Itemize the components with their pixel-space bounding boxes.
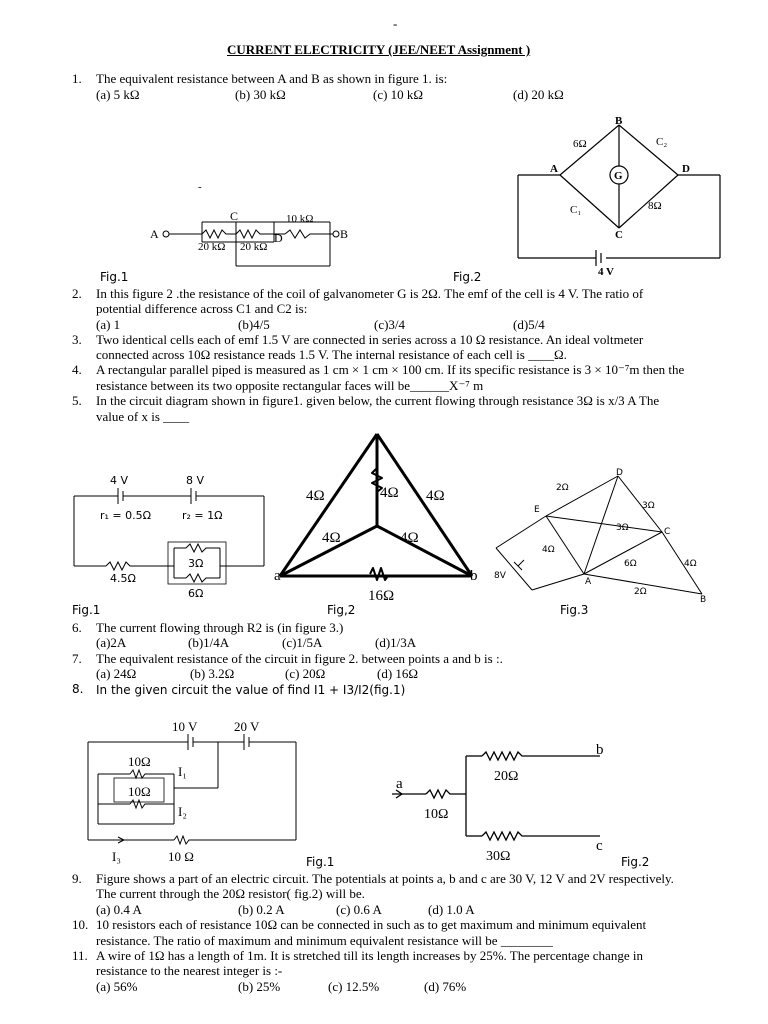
figure-resistor-network [140, 180, 350, 270]
node-label: D [682, 163, 690, 175]
node-label: C [664, 527, 671, 537]
question-number: 9. [72, 871, 82, 886]
question-number: 2. [72, 286, 82, 301]
option: (c) 0.6 A [336, 902, 382, 917]
question-text: A rectangular parallel piped is measured as 1 cm × 1 cm × 100 cm. If its specific resistance is 3 × 10⁻⁷m then the [96, 362, 685, 377]
top-mark: - [393, 16, 398, 31]
resistor-label: 10Ω [128, 784, 151, 799]
cell-label: 4 V [110, 474, 129, 487]
question-number: 3. [72, 332, 82, 347]
option: (c) 10 kΩ [373, 87, 424, 102]
question-text: In the circuit diagram shown in figure1. given below, the current flowing through resistance 3Ω is x/3 A The [96, 393, 660, 408]
option: (c)3/4 [374, 317, 406, 332]
resistor-label: 3Ω [642, 501, 655, 511]
question-text: The equivalent resistance between A and B as shown in figure 1. is: [96, 71, 448, 86]
resistor-label: 4Ω [380, 485, 399, 501]
option: (d) 20 kΩ [513, 87, 564, 102]
cell-label: 8 V [186, 474, 205, 487]
figure-caption: Fig.2 [621, 855, 650, 869]
resistor-label: 6Ω [188, 587, 204, 600]
question-text: Two identical cells each of emf 1.5 V are connected in series across a 10 Ω resistance. An ideal voltmeter [96, 332, 644, 347]
question-text: The current through the 20Ω resistor( fig.2) will be. [96, 886, 365, 901]
internal-resistance-label: r₁ = 0.5Ω [100, 509, 152, 522]
node-label: B [700, 595, 707, 605]
resistor-label: 4Ω [542, 545, 555, 555]
figure-two-cells-circuit [70, 474, 270, 600]
node-label: E [534, 505, 540, 515]
resistor-label: 20Ω [494, 769, 519, 784]
capacitor-label: C₂ [656, 136, 668, 148]
resistor-label: 20 kΩ [240, 241, 268, 253]
resistor-label: 2Ω [634, 587, 647, 597]
resistor-label: 2Ω [556, 483, 569, 493]
figure-mesh-network [488, 466, 718, 606]
resistor-label: 4Ω [426, 488, 445, 504]
node-label: D [274, 231, 283, 245]
resistor-label: 4.5Ω [110, 572, 136, 585]
node-label: D [616, 468, 623, 478]
cell-label: 20 V [234, 719, 260, 734]
question-text: The current flowing through R2 is (in figure 3.) [96, 620, 344, 635]
node-label: a [396, 776, 403, 792]
question-number: 1. [72, 71, 82, 86]
galvanometer-label: G [614, 170, 623, 182]
figure-caption: Fig,2 [327, 603, 356, 617]
figure-junction-circuit [390, 738, 620, 864]
option: (c)1/5A [282, 635, 323, 650]
page-title: CURRENT ELECTRICITY (JEE/NEET Assignment ) [227, 42, 531, 57]
capacitor-label: C₁ [570, 204, 582, 216]
fig-dash: - [198, 181, 202, 193]
internal-resistance-label: r₂ = 1Ω [182, 509, 223, 522]
node-label: B [340, 227, 349, 241]
option: (b)4/5 [238, 317, 270, 332]
option: (d) 1.0 A [428, 902, 475, 917]
question-text: resistance to the nearest integer is :- [96, 963, 283, 978]
cell-label: 10 V [172, 719, 198, 734]
option: (c) 12.5% [328, 979, 380, 994]
resistor-label: 20 kΩ [198, 241, 226, 253]
node-label: c [596, 838, 603, 854]
question-number: 4. [72, 362, 82, 377]
resistor-label: 10 kΩ [286, 213, 314, 225]
figure-caption: Fig.1 [100, 270, 129, 284]
question-text: In the given circuit the value of find I1 + I3/I2(fig.1) [96, 683, 406, 697]
question-text: A wire of 1Ω has a length of 1m. It is stretched till its length increases by 25%. The percentage change in [96, 948, 643, 963]
node-label: C [230, 209, 239, 223]
option: (d) 16Ω [377, 666, 419, 681]
option: (a) 0.4 A [96, 902, 142, 917]
node-label: b [596, 742, 604, 758]
question-number: 6. [72, 620, 82, 635]
option: (a) 1 [96, 317, 121, 332]
option: (d) 76% [424, 979, 467, 994]
question-text: Figure shows a part of an electric circuit. The potentials at points a, b and c are 30 V, 12 V and 2V respectively. [96, 871, 674, 886]
node-label: A [585, 577, 592, 587]
resistor-label: 8Ω [648, 200, 662, 212]
question-text: The equivalent resistance of the circuit in figure 2. between points a and b is :. [96, 651, 503, 666]
node-label: C [615, 229, 623, 241]
figure-caption: Fig.1 [306, 855, 335, 869]
figure-caption: Fig.2 [453, 270, 482, 284]
current-label: I₂ [178, 804, 187, 819]
question-text: connected across 10Ω resistance reads 1.5 V. The internal resistance of each cell is ____Ω. [96, 347, 567, 362]
emf-label: 4 V [598, 266, 614, 278]
resistor-label: 10 Ω [168, 849, 194, 864]
question-text: In this figure 2 .the resistance of the coil of galvanometer G is 2Ω. The emf of the cell is 4 V. The ratio of [96, 286, 644, 301]
question-text: value of x is ____ [96, 409, 190, 424]
option: (a) 24Ω [96, 666, 137, 681]
option: (a) 56% [96, 979, 138, 994]
option: (b) 3.2Ω [190, 666, 235, 681]
option: (d)1/3A [375, 635, 417, 650]
resistor-label: 10Ω [128, 754, 151, 769]
question-number: 10. [72, 917, 89, 932]
figure-bridge-circuit [510, 113, 730, 278]
question-number: 8. [72, 682, 84, 696]
option: (d)5/4 [513, 317, 545, 332]
resistor-label: 4Ω [684, 559, 697, 569]
question-text: potential difference across C1 and C2 is: [96, 301, 308, 316]
node-label: A [150, 227, 159, 241]
figure-caption: Fig.3 [560, 603, 589, 617]
node-label: A [550, 163, 558, 175]
node-label: B [615, 115, 623, 127]
question-number: 7. [72, 651, 82, 666]
question-text: 10 resistors each of resistance 10Ω can be connected in such as to get maximum and minimum equivalent [96, 917, 647, 932]
question-number: 5. [72, 393, 82, 408]
resistor-label: 4Ω [400, 530, 419, 546]
resistor-label: 16Ω [368, 588, 395, 604]
emf-label: 8V [494, 571, 506, 581]
node-label: a [274, 568, 281, 584]
resistor-label: 30Ω [486, 849, 511, 864]
option: (a) 5 kΩ [96, 87, 140, 102]
resistor-label: 6Ω [624, 559, 637, 569]
option: (b) 25% [238, 979, 281, 994]
node-label: b [470, 568, 478, 584]
figure-triangle-network [272, 430, 487, 605]
option: (c) 20Ω [285, 666, 326, 681]
current-label: I₃ [112, 849, 121, 864]
figure-caption: Fig.1 [72, 603, 101, 617]
resistor-label: 3Ω [188, 557, 204, 570]
resistor-label: 4Ω [306, 488, 325, 504]
question-text: resistance. The ratio of maximum and minimum equivalent resistance will be ________ [96, 933, 553, 948]
option: (b) 0.2 A [238, 902, 285, 917]
question-text: resistance between its two opposite rectangular faces will be______X⁻⁷ m [96, 378, 484, 393]
resistor-label: 10Ω [424, 807, 449, 822]
figure-parallel-cells-circuit [84, 718, 300, 866]
resistor-label: 3Ω [616, 523, 629, 533]
question-number: 11. [72, 948, 88, 963]
option: (b) 30 kΩ [235, 87, 286, 102]
resistor-label: 4Ω [322, 530, 341, 546]
option: (a)2A [96, 635, 127, 650]
resistor-label: 6Ω [573, 138, 587, 150]
current-label: I₁ [178, 764, 187, 779]
option: (b)1/4A [188, 635, 230, 650]
